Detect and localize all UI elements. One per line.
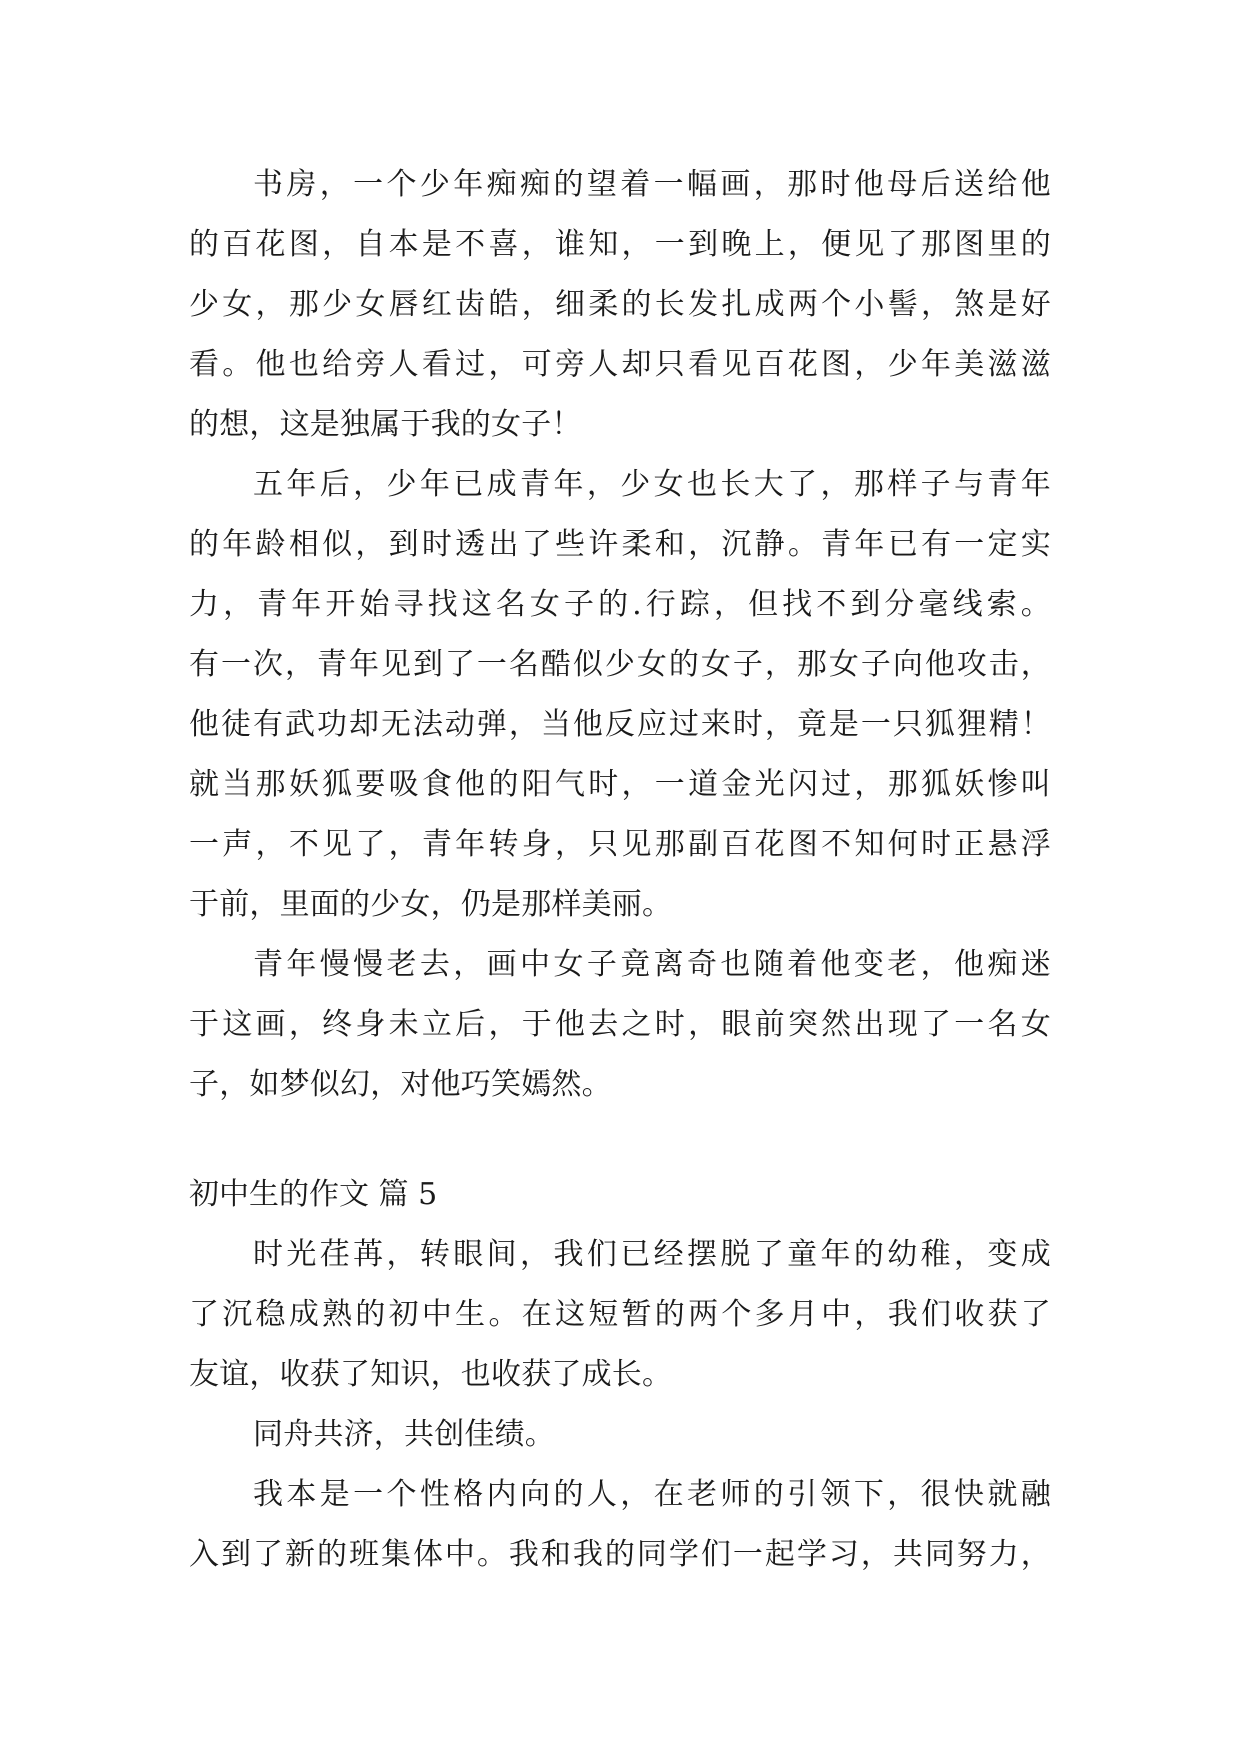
text-line: 一声，不见了，青年转身，只见那副百花图不知何时正悬浮 bbox=[189, 827, 1051, 862]
section-heading: 初中生的作文 篇 5 bbox=[189, 1177, 438, 1212]
text-line: 我本是一个性格内向的人，在老师的引领下，很快就融 bbox=[253, 1477, 1051, 1512]
text-line: 子，如梦似幻，对他巧笑嫣然。 bbox=[189, 1067, 612, 1102]
text-line: 时光荏苒，转眼间，我们已经摆脱了童年的幼稚，变成 bbox=[253, 1237, 1051, 1272]
text-line: 友谊，收获了知识，也收获了成长。 bbox=[189, 1357, 673, 1392]
text-line: 少女，那少女唇红齿皓，细柔的长发扎成两个小髻，煞是好 bbox=[189, 287, 1051, 322]
text-line: 于前，里面的少女，仍是那样美丽。 bbox=[189, 887, 673, 922]
text-line: 就当那妖狐要吸食他的阳气时，一道金光闪过，那狐妖惨叫 bbox=[189, 767, 1051, 802]
text-line: 书房，一个少年痴痴的望着一幅画，那时他母后送给他 bbox=[253, 167, 1051, 202]
text-line: 的年龄相似，到时透出了些许柔和，沉静。青年已有一定实 bbox=[189, 527, 1051, 562]
text-line: 的想，这是独属于我的女子！ bbox=[189, 407, 582, 442]
text-line: 力，青年开始寻找这名女子的.行踪，但找不到分毫线索。 bbox=[189, 587, 1051, 622]
text-line: 青年慢慢老去，画中女子竟离奇也随着他变老，他痴迷 bbox=[253, 947, 1051, 982]
text-line: 入到了新的班集体中。我和我的同学们一起学习，共同努力， bbox=[189, 1537, 1051, 1572]
text-line: 于这画，终身未立后，于他去之时，眼前突然出现了一名女 bbox=[189, 1007, 1051, 1042]
text-line: 有一次，青年见到了一名酷似少女的女子，那女子向他攻击， bbox=[189, 647, 1051, 682]
text-line: 了沉稳成熟的初中生。在这短暂的两个多月中，我们收获了 bbox=[189, 1297, 1051, 1332]
text-line: 五年后，少年已成青年，少女也长大了，那样子与青年 bbox=[253, 467, 1051, 502]
text-line: 他徒有武功却无法动弹，当他反应过来时，竟是一只狐狸精！ bbox=[189, 707, 1051, 742]
text-line: 的百花图，自本是不喜，谁知，一到晚上，便见了那图里的 bbox=[189, 227, 1051, 262]
text-line: 看。他也给旁人看过，可旁人却只看见百花图，少年美滋滋 bbox=[189, 347, 1051, 382]
text-line: 同舟共济，共创佳绩。 bbox=[253, 1417, 555, 1452]
